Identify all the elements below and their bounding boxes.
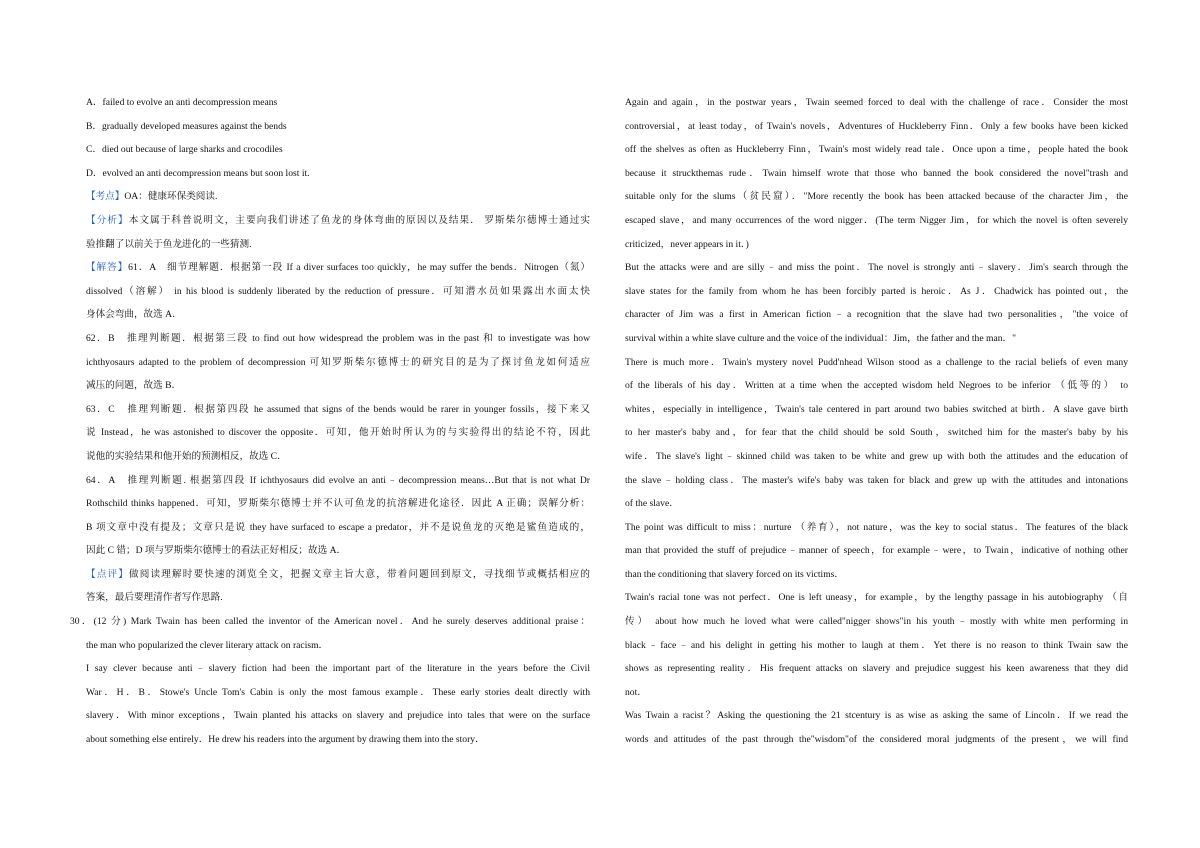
passage-line: But the attacks were and are silly﹣and miss the point．The novel is strongly anti﹣slavery．Jim's search through the [625, 262, 1128, 274]
option-c: C．died out because of large sharks and crocodiles [86, 144, 283, 156]
jieda-tag: 【解答】 [86, 262, 129, 274]
kaodian-line [86, 185, 590, 209]
left-column [70, 91, 590, 752]
jieda-text-line: 减压的问题，故选 B． [86, 380, 182, 392]
kaodian-tag: 【考点】 [86, 191, 125, 203]
passage-line: whites，especially in intelligence，Twain's tale centered in part around two babies switched at birth．A slave gave birth [625, 403, 1128, 415]
dianping-text: 做阅读理解时要快速的浏览全文，把握文章主旨大意，带着问题回到原文，寻找细节或概括相应的 [129, 568, 590, 580]
fenxi-line [86, 209, 590, 233]
passage-line: Twain's racial tone was not perfect．One is left uneasy，for example，by the lengthy passage in his autobiography （自 [625, 592, 1128, 604]
fenxi-tag: 【分析】 [86, 214, 129, 226]
passage-line: character of Jim was a first in American fiction﹣a recognition that the slave had two personalities，"the voice of [625, 309, 1128, 321]
passage-line: Was Twain a racist？Asking the questioning the 21 stcentury is as wise as asking the same of Lincoln．If we read the [625, 710, 1128, 722]
passage-line: black﹣face﹣and his delight in getting his mother to laugh at them．Yet there is no reason to think Twain saw the [625, 639, 1128, 651]
question-30-heading: 30．(12 分) Mark Twain has been called the inventor of the American novel．And he surely deserves additional praise： [70, 616, 590, 628]
option-b: B．gradually developed measures against the bends [86, 120, 287, 132]
passage-line: because it struckthemas rude．Twain himself wrote that those who banned the book considered the novel"trash and [625, 167, 1128, 179]
passage-line: There is much more．Twain's mystery novel Pudd'nhead Wilson stood as a challenge to the racial beliefs of even many [625, 356, 1128, 368]
passage-line: War．H．B．Stowe's Uncle Tom's Cabin is only the most famous example．These early stories dealt directly with [86, 686, 590, 698]
passage-line: slavery．With minor exceptions，Twain planted his attacks on slavery and prejudice into tales that were on the surface [86, 710, 590, 722]
passage-line: shows as representing reality．His frequent attacks on slavery and prejudice suggest his keen awareness that they did [625, 663, 1128, 675]
jieda-text-line: 说 Instead，he was astonished to discover the opposite．可知，他开始时所认为的与实验得出的结论不符，因此 [86, 427, 590, 439]
right-column [625, 91, 1128, 752]
passage-line: than the conditioning that slavery forced on its victims． [625, 568, 845, 580]
jieda-text-line: 64．A 推理判断题. 根据第四段 If ichthyosaurs did evolve an anti﹣decompression means…But that is not what Dr [86, 474, 590, 486]
passage-line: the slave﹣holding class．The master's wife's baby was taken for black and grew up with the attitudes and intonations [625, 474, 1128, 486]
passage-line: about something else entirely．He drew his readers into the argument by drawing them into the story． [86, 734, 485, 746]
fenxi-text-line: 验推翻了以前关于鱼龙进化的一些猜测. [86, 238, 252, 250]
passage-line: I say clever because anti﹣slavery fiction had been the important part of the literature in the years before the Civil [86, 663, 590, 675]
passage-line: criticized，never appears in it．) [625, 238, 749, 250]
passage-line: of the liberals of his day．Written at a time when the accepted wisdom held Negroes to be inferior （低等的） to [625, 380, 1128, 392]
option-d: D．evolved an anti decompression means but soon lost it. [86, 167, 310, 179]
jieda-text: 61．A 细节理解题．根据第一段 If a diver surfaces too quickly，he may suffer the bends．Nitrogen（氮） [128, 262, 590, 274]
jieda-line [86, 256, 590, 280]
jieda-text-line: 说他的实验结果和他开始的预测相反，故选 C． [86, 450, 287, 462]
option-a: A．failed to evolve an anti decompression means [86, 97, 278, 108]
jieda-text-line: ichthyosaurs adapted to the problem of decompression 可知罗斯柴尔德博士的研究目的是为了探讨鱼龙如何适应 [86, 356, 590, 368]
fenxi-text: 本文属于科普说明文，主要向我们讲述了鱼龙的身体弯曲的原因以及结果． 罗斯柴尔德博士通过实 [128, 214, 590, 226]
passage-line: suitable only for the slums（贫民窟）．"More recently the book has been attacked because of the character Jim，the [625, 191, 1128, 203]
passage-line: to her master's baby and，for fear that the child should be sold South，switched him for the master's baby by his [625, 427, 1128, 439]
passage-line: the man who popularized the clever literary attack on racism． [86, 639, 329, 651]
passage-line: of the slave． [625, 498, 679, 510]
jieda-text-line: 身体会弯曲，故选 A． [86, 309, 182, 321]
passage-line: not． [625, 686, 647, 698]
passage-line: survival within a white slave culture and the voice of the individual：Jim，the father and the man．" [625, 332, 1017, 344]
passage-line: words and attitudes of the past through the"wisdom"of the considered moral judgments of the present，we will find [625, 734, 1128, 746]
dianping-text-line: 答案，最后要理清作者写作思路. [86, 592, 223, 604]
passage-line: Again and again，in the postwar years，Twain seemed forced to deal with the challenge of race．Consider the most [625, 97, 1128, 108]
passage-line: The point was difficult to miss：nurture （养育），not nature，was the key to social status．The features of the black [625, 521, 1128, 533]
passage-line: wife．The slave's light﹣skinned child was taken to be white and grew up with both the attitudes and the education of [625, 450, 1128, 462]
jieda-text-line: Rothschild thinks happened．可知，罗斯柴尔德博士并不认可鱼龙的抗溶解进化途径．因此 A 正确；误解分析： [86, 498, 590, 510]
jieda-text-line: 因此 C 错；D 项与罗斯柴尔德博士的看法正好相反；故选 A． [86, 545, 347, 557]
passage-line: man that provided the stuff of prejudice﹣manner of speech，for example﹣were，to Twain，indicative of nothing other [625, 545, 1128, 557]
passage-line: slave states for the family from whom he has been forcibly parted is heroic．As J．Chadwick has pointed out，the [625, 285, 1128, 297]
jieda-text-line: dissolved（溶解） in his blood is suddenly liberated by the reduction of pressure．可知潜水员如果露出水面太快 [86, 285, 590, 297]
passage-line: 传） about how much he loved what were called"nigger shows"in his youth﹣mostly with white men performing in [625, 616, 1128, 628]
jieda-text-line: 62．B 推理判断题．根据第三段 to find out how widespread the problem was in the past 和 to investigate was how [86, 332, 590, 344]
kaodian-text: OA：健康环保类阅读. [124, 191, 218, 203]
jieda-text-line: B 项文章中没有提及；文章只是说 they have surfaced to escape a predator，并不是说鱼龙的灭绝是鲨鱼造成的， [86, 521, 590, 533]
passage-line: controversial，at least today，of Twain's novels，Adventures of Huckleberry Finn．Only a few books have been kicked [625, 120, 1128, 132]
passage-line: off the shelves as often as Huckleberry Finn，Twain's most widely read tale．Once upon a time，people hated the book [625, 144, 1128, 156]
passage-line: escaped slave，and many occurrences of the word nigger．(The term Nigger Jim，for which the novel is often severely [625, 214, 1128, 226]
dianping-tag: 【点评】 [86, 568, 129, 580]
dianping-line [86, 563, 590, 587]
jieda-text-line: 63．C 推理判断题．根据第四段 he assumed that signs of the bends would be rarer in younger fossils，接下来又 [86, 403, 590, 415]
